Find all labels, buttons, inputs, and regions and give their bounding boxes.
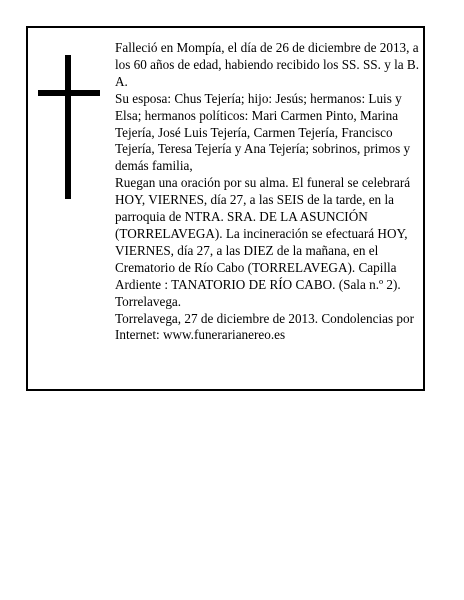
- family-list: Su esposa: Chus Tejería; hijo: Jesús; hermanos: Luis y Elsa; hermanos políticos: Mari Carmen Pinto, Marina Tejería, José Luis Tejería, Carmen Tejería, Francisco Tejería, Teresa Tejería y Ana Tejería; sobrinos, primos y demás familia,: [115, 90, 411, 174]
- obituary-text: [115, 40, 421, 344]
- date-and-condolences: Torrelavega, 27 de diciembre de 2013. Condolencias por Internet: www.funerarianereo.es: [115, 310, 414, 343]
- funeral-details: Ruegan una oración por su alma. El funeral se celebrará HOY, VIERNES, día 27, a las SEIS de la tarde, en la parroquia de NTRA. SRA. DE LA ASUNCIÓN (TORRELAVEGA). La incineración se efectuará HOY, VIERNES, día 27, a las DIEZ de la mañana, en el Crematorio de Río Cabo (TORRELAVEGA). Capilla Ardiente : TANATORIO DE RÍO CABO. (Sala n.º 2). Torrelavega.: [115, 175, 411, 309]
- death-announcement: Falleció en Mompía, el día de 26 de diciembre de 2013, a los 60 años de edad, habiendo recibido los SS. SS. y la B. A.: [115, 40, 420, 89]
- cross-vertical-bar: [65, 55, 71, 199]
- obituary-notice: [26, 26, 425, 391]
- cross-horizontal-bar: [38, 90, 100, 96]
- latin-cross-icon: [38, 55, 100, 199]
